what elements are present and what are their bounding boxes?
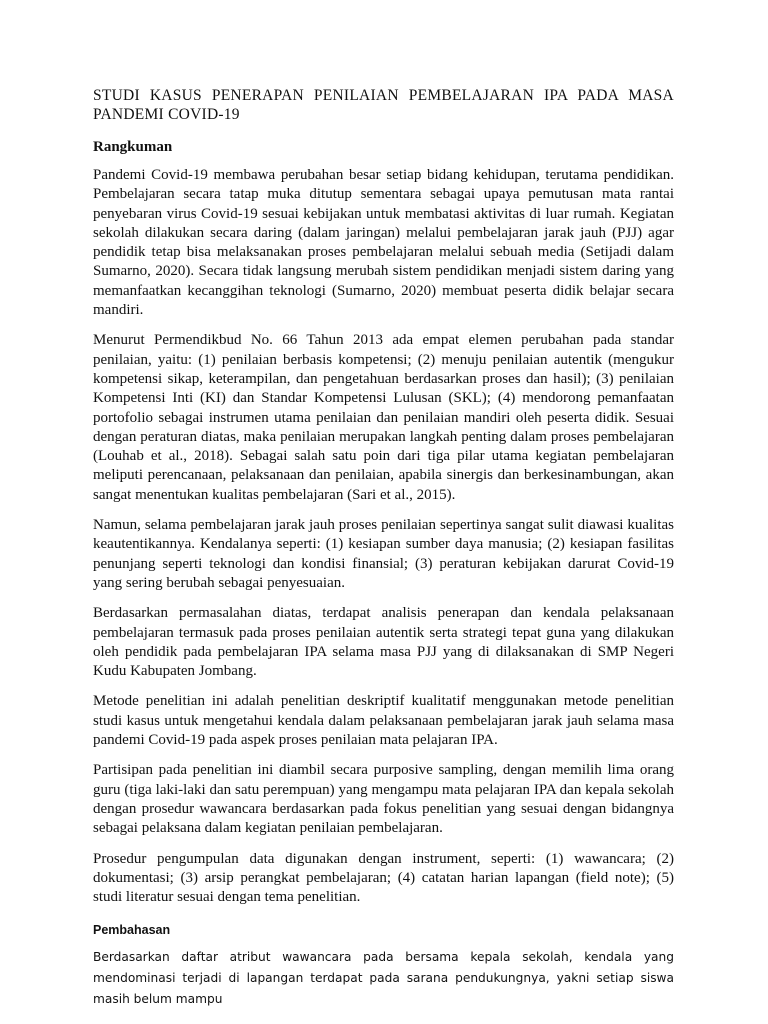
summary-heading: Rangkuman xyxy=(93,139,173,155)
paragraph-3: Namun, selama pembelajaran jarak jauh proses penilaian sepertinya sangat sulit diawasi kualitas keautentikannya. Kendalanya seperti: (1) kesiapan sumber daya manusia; (2) kesiapan fasilitas penunjang seperti teknologi dan kondisi finansial; (3) peraturan kebijakan darurat Covid-19 yang sering berubah sebagai penyesuaian. xyxy=(93,517,674,591)
paragraph-2: Menurut Permendikbud No. 66 Tahun 2013 ada empat elemen perubahan pada standar penilaian, yaitu: (1) penilaian berbasis kompetensi; (2) menuju penilaian autentik (mengukur kompetensi sikap, keterampilan, dan pengetahuan berdasarkan proses dan hasil); (3) penilaian Kompetensi Inti (KI) dan Standar Kompetensi Lulusan (SKL); (4) mendorong pemanfaatan portofolio sebagai instrumen utama penilaian dan penilaian mandiri oleh peserta didik. Sesuai dengan peraturan diatas, maka penilaian merupakan langkah penting dalam proses pembelajaran (Louhab et al., 2018). Sebagai salah satu poin dari tiga pilar utama kegiatan pembelajaran meliputi perencanaan, pelaksanaan dan penilaian, apabila sinergis dan berkesinambungan, akan sangat menentukan kualitas pembelajaran (Sari et al., 2015). xyxy=(93,332,674,503)
paragraph-4: Berdasarkan permasalahan diatas, terdapat analisis penerapan dan kendala pelaksanaan pembelajaran termasuk pada proses penilaian autentik serta strategi tepat guna yang dilakukan oleh pendidik pada pembelajaran IPA selama masa PJJ yang di dilaksanakan di SMP Negeri Kudu Kabupaten Jombang. xyxy=(93,605,674,680)
paragraph-1: Pandemi Covid-19 membawa perubahan besar setiap bidang kehidupan, terutama pendidikan. Pembelajaran secara tatap muka ditutup sementara sebagai upaya pemutusan mata rantai penyebaran virus Covid-19 sesuai kebijakan untuk membatasi aktivitas di luar rumah. Kegiatan sekolah dilakukan secara daring (dalam jaringan) melalui pembelajaran jarak jauh (PJJ) agar pendidik tetap bisa melaksanakan proses pembelajaran melalui sebuah media (Setijadi dalam Sumarno, 2020). Secara tidak langsung merubah sistem pendidikan menjadi sistem daring yang memanfaatkan kecanggihan teknologi (Sumarno, 2020) membuat peserta didik belajar secara mandiri. xyxy=(93,167,674,319)
paragraph-5: Metode penelitian ini adalah penelitian deskriptif kualitatif menggunakan metode penelitian studi kasus untuk mengetahui kendala dalam pelaksanaan pembelajaran jarak jauh selama masa pandemi Covid-19 pada aspek proses penilaian mata pelajaran IPA. xyxy=(93,693,674,749)
discussion-paragraph: Berdasarkan daftar atribut wawancara pada bersama kepala sekolah, kendala yang mendominasi terjadi di lapangan terdapat pada sarana pendukungnya, yakni setiap siswa masih belum mampu xyxy=(93,950,674,1007)
document-title: STUDI KASUS PENERAPAN PENILAIAN PEMBELAJARAN IPA PADA MASA PANDEMI COVID-19 xyxy=(93,87,674,123)
document-page xyxy=(93,86,674,1007)
discussion-heading: Pembahasan xyxy=(93,923,171,938)
paragraph-6: Partisipan pada penelitian ini diambil secara purposive sampling, dengan memilih lima orang guru (tiga laki-laki dan satu perempuan) yang mengampu mata pelajaran IPA dan kepala sekolah dengan prosedur wawancara berdasarkan pada fokus penelitian yang sesuai dengan bidangnya sebagai pelaksana dalam kegiatan penilaian pembelajaran. xyxy=(93,762,674,837)
paragraph-7: Prosedur pengumpulan data digunakan dengan instrument, seperti: (1) wawancara; (2) dokumentasi; (3) arsip perangkat pembelajaran; (4) catatan harian lapangan (field note); (5) studi literatur sesuai dengan tema penelitian. xyxy=(93,850,674,906)
